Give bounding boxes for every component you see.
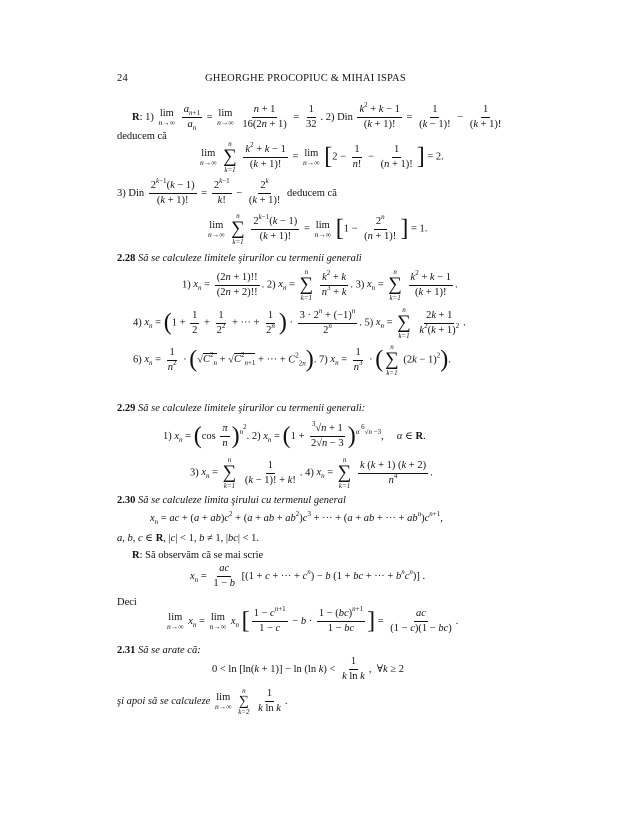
p228-row-1: 1) $x_n$ = $\frac{(2n + 1)!!}{(2n + 2)!!}$ . 2) $x_n$ = n ∑ k=1 $\frac{k^2 + k}{n^3 + k}$ . 3) $x_n$ = n ∑ k=1 $\frac{k^2 + k - 1}{(k + 1)!}$ .	[182, 268, 458, 302]
deducem-ca-2: deducem că	[287, 187, 337, 199]
problem-2-28-number: 2.28	[117, 253, 136, 264]
deducem-ca-1: deducem că	[117, 131, 167, 142]
equation-1: lim n→∞ n ∑ k=1 $\frac{k^2 + k - 1}{(k + 1)!}$ = lim n→∞ [2 − $\frac{1}{n!}$ − $\frac{1}{(n + 1)!}$ ] = 2.	[200, 140, 444, 174]
p230-solution-label: R	[132, 550, 140, 561]
running-title: GHEORGHE PROCOPIUC & MIHAI ISPAS	[205, 73, 406, 84]
p230-equation: $x_n$ = ac + $(a + ab)c^2 + (a$ + ab + $ab^2)c^3$ + ··· + (a + ab + ··· + $ab^n)c^{n+1}$,	[150, 510, 443, 526]
problem-2-30-text: Să se calculeze limita şirului cu termenul general	[138, 495, 346, 506]
p228-row-2: 4) $x_n = (1$ + $\frac{1}{2}$ + $\frac{1}{2^2}$ + ··· + $\frac{1}{2^n}$ ) · $\frac{3 \cdot 2^n + (-1)^n}{2^n}$ . 5) $x_n$ = n ∑ k=1 $\frac{2k + 1}{k^2(k + 1)^2}$ .	[133, 306, 466, 340]
problem-2-29	[117, 403, 365, 414]
solution-line-3: 3) Din $\frac{2^{k-1}(k - 1)}{(k + 1)!}$ = $\frac{2^{k-1}}{k!}$ − $\frac{2^k}{(k + 1)!}$ deducem că	[117, 177, 337, 206]
problem-2-30-number: 2.30	[117, 495, 136, 506]
p230-rewrite: $x_n$ = $\frac{ac}{1 - b}$ [(1 + c + ··· + $c^n) - b$ (1 + bc + ··· + $b^nc^n$)] .	[190, 563, 426, 589]
p229-row-2: 3) $x_n$ = n ∑ k=1 $\frac{1}{(k - 1)! + k!}$ . 4) $x_n$ = n ∑ k=1 $\frac{k (k + 1) (k + 2)}{n^4}$ .	[190, 456, 433, 490]
solution-line-1: R: 1) lim n→∞ $\frac{a_{n+1}}{a_n}$ = lim n→∞ $\frac{n + 1}{16(2n + 1)}$ = $\frac{1}{32}$ . 2) Din $\frac{k^2 + k - 1}{(k + 1)!}$ = $\frac{1}{(k - 1)!}$ − $\frac{1}{(k + 1)!}$	[132, 101, 502, 132]
p228-row-3: 6) $x_n$ = $\frac{1}{n^2}$ · ($√C^2_n + √C^2_{n+1}$ + ··· + $C^2_{2n}$). 7) $x_n$ = $\frac{1}{n^3}$ · ( n ∑ k=1 $(2k - 1)^2$).	[133, 343, 451, 377]
p231-inequality: 0 < ln [ln(k + 1)] − ln (ln k) < $\frac{1}{\text{k ln k}}$ , ∀k ≥ 2	[212, 656, 404, 682]
problem-2-30	[117, 495, 346, 506]
solution-label: R	[132, 111, 140, 123]
problem-2-28	[117, 253, 362, 264]
si-apoi-text: şi apoi să se calculeze	[117, 695, 211, 707]
problem-2-29-text: Să se calculeze limitele şirurilor cu termenii generali:	[138, 403, 366, 414]
problem-2-31-number: 2.31	[117, 645, 136, 656]
din-label: Din	[128, 187, 145, 199]
p230-limit: lim n→∞ $x_n$ = lim n→∞ $x_n$ [ $\frac{1 - c^{n+1}}{1 - c}$ − b · $\frac{1 - (bc)^{n+1}}{1 - bc}$ ] = $\frac{ac}{(1 - c)(1 - bc)}$ .	[167, 605, 459, 634]
p231-second: şi apoi să se calculeze lim n→∞ n ∑ k=2 $\frac{1}{\text{k ln k}}$ .	[117, 687, 288, 716]
p230-solution-text: Să observăm că se mai scrie	[145, 550, 264, 561]
p230-conditions: a, b, c ∈ R, |c| < 1, b ≠ 1, |bc| < 1.	[117, 533, 260, 544]
problem-2-31	[117, 645, 201, 656]
deci-label: Deci	[117, 597, 137, 608]
p230-solution-intro: R: Să observăm că se mai scrie	[132, 550, 264, 561]
problem-2-31-text: Să se arate că:	[138, 645, 201, 656]
problem-2-29-number: 2.29	[117, 403, 136, 414]
p229-row-1: 1) $x_n = (\cos$ $\frac{\pi}{n}$ )$^{n^2}$. 2) $x_n = (1$ + $\frac{^3√n + 1}{2√n - 3}$ )$^{\alpha ^6√n -3}$, α ∈ R.	[163, 420, 426, 449]
equation-2: lim n→∞ n ∑ k=1 $\frac{2^{k-1}(k - 1)}{(k + 1)!}$ = lim n→∞ [1 − $\frac{2^n}{(n + 1)!}$ ] = 1.	[208, 212, 428, 246]
page-number: 24	[117, 73, 128, 84]
problem-2-28-text: Să se calculeze limitele şirurilor cu termenii generali	[138, 253, 362, 264]
